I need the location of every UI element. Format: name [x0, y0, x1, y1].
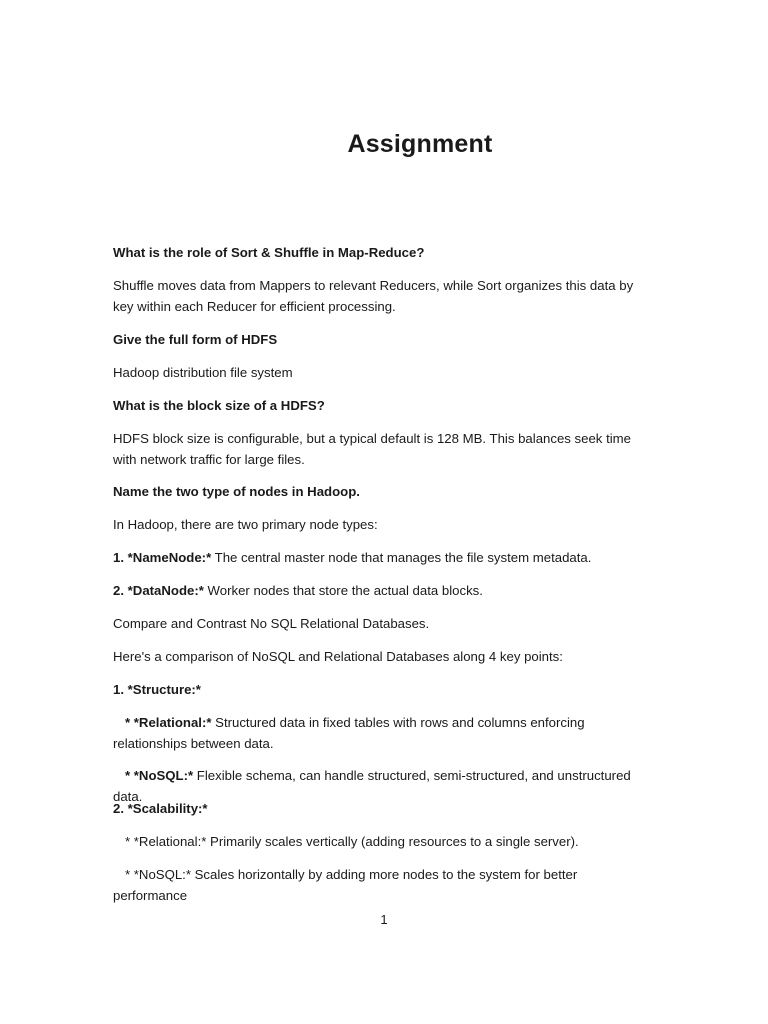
question-node-types: Name the two type of nodes in Hadoop.	[113, 484, 360, 499]
scalability-nosql: * *NoSQL:* Scales horizontally by adding more nodes to the system for better performance	[113, 867, 578, 903]
structure-relational-label: * *Relational:*	[125, 715, 212, 730]
structure-nosql-text: Flexible schema, can handle structured, semi-structured, and unstructured data.	[113, 768, 631, 804]
answer-hdfs-full-form: Hadoop distribution file system	[113, 365, 293, 380]
structure-relational-text: Structured data in fixed tables with rows and columns enforcing relationships between data.	[113, 715, 585, 751]
question-sort-shuffle: What is the role of Sort & Shuffle in Map-Reduce?	[113, 245, 425, 260]
datanode-item	[113, 581, 653, 602]
answer-block-size: HDFS block size is configurable, but a typical default is 128 MB. This balances seek time with network traffic for large files.	[113, 431, 631, 467]
namenode-label: 1. *NameNode:*	[113, 550, 212, 565]
question-block-size: What is the block size of a HDFS?	[113, 398, 325, 413]
page-number: 1	[380, 912, 388, 927]
question-hdfs-full-form: Give the full form of HDFS	[113, 332, 278, 347]
scalability-relational: * *Relational:* Primarily scales vertically (adding resources to a single server).	[125, 834, 579, 849]
datanode-text: Worker nodes that store the actual data blocks.	[203, 583, 483, 598]
scalability-heading: 2. *Scalability:*	[113, 801, 208, 816]
structure-relational	[113, 713, 653, 754]
compare-intro: Here's a comparison of NoSQL and Relational Databases along 4 key points:	[113, 649, 563, 664]
answer-sort-shuffle: Shuffle moves data from Mappers to relevant Reducers, while Sort organizes this data by key within each Reducer for efficient processing.	[113, 278, 634, 314]
namenode-text: The central master node that manages the file system metadata.	[211, 550, 592, 565]
structure-heading: 1. *Structure:*	[113, 682, 201, 697]
node-types-intro: In Hadoop, there are two primary node types:	[113, 517, 378, 532]
compare-question: Compare and Contrast No SQL Relational Databases.	[113, 616, 430, 631]
datanode-label: 2. *DataNode:*	[113, 583, 204, 598]
namenode-item	[113, 548, 653, 569]
structure-nosql-label: * *NoSQL:*	[125, 768, 194, 783]
page-title: Assignment	[347, 130, 493, 158]
